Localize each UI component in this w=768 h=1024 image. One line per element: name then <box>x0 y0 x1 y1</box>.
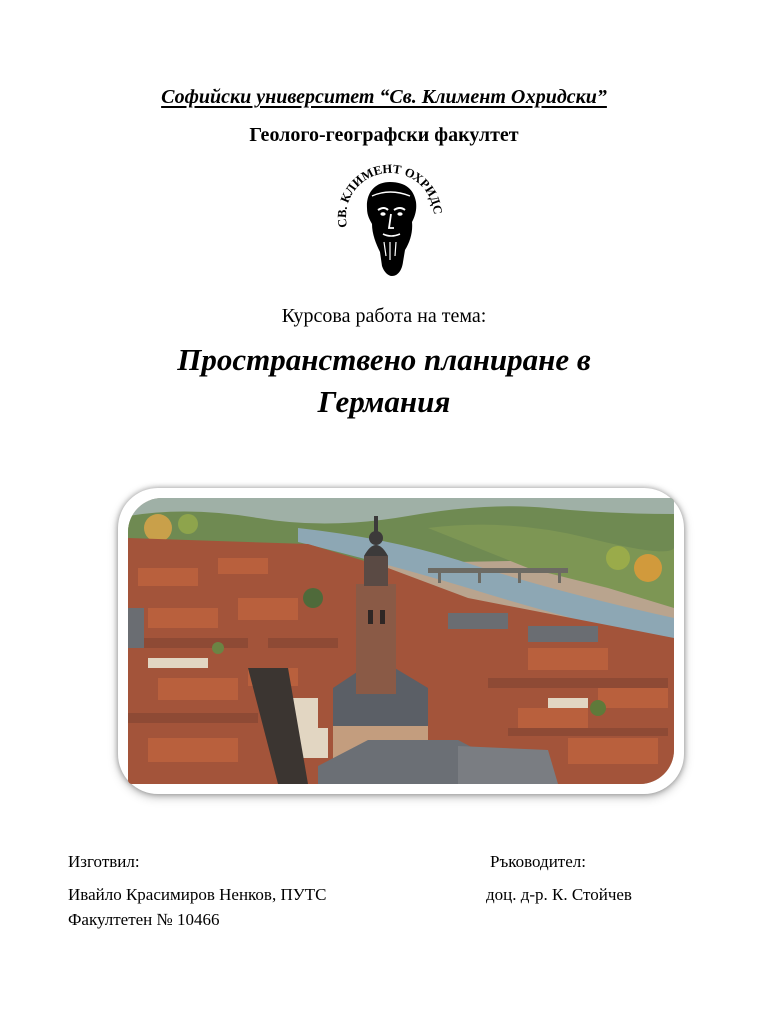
city-panorama-photo <box>128 498 674 784</box>
photo-frame <box>118 488 684 794</box>
supervisor-name: доц. д-р. К. Стойчев <box>486 885 632 904</box>
supervisor-label: Ръководител: <box>490 852 586 871</box>
author-name: Ивайло Красимиров Ненков, ПУТС <box>68 885 327 904</box>
faculty-name: Геолого-географски факултет <box>249 124 519 146</box>
topic-line-1: Пространствено планиране в <box>177 342 591 377</box>
prepared-by-label: Изготвил: <box>68 852 140 871</box>
topic-line-2: Германия <box>317 384 451 419</box>
coursework-label: Курсова работа на тема: <box>281 305 487 327</box>
university-name: Софийски университет “Св. Климент Охридски” <box>161 86 607 108</box>
university-seal-icon <box>332 156 448 278</box>
faculty-number: Факултетен № 10466 <box>68 910 220 929</box>
topic-title <box>0 339 768 423</box>
seal-text: СВ. КЛИМЕНТ ОХРИДС <box>334 161 446 229</box>
